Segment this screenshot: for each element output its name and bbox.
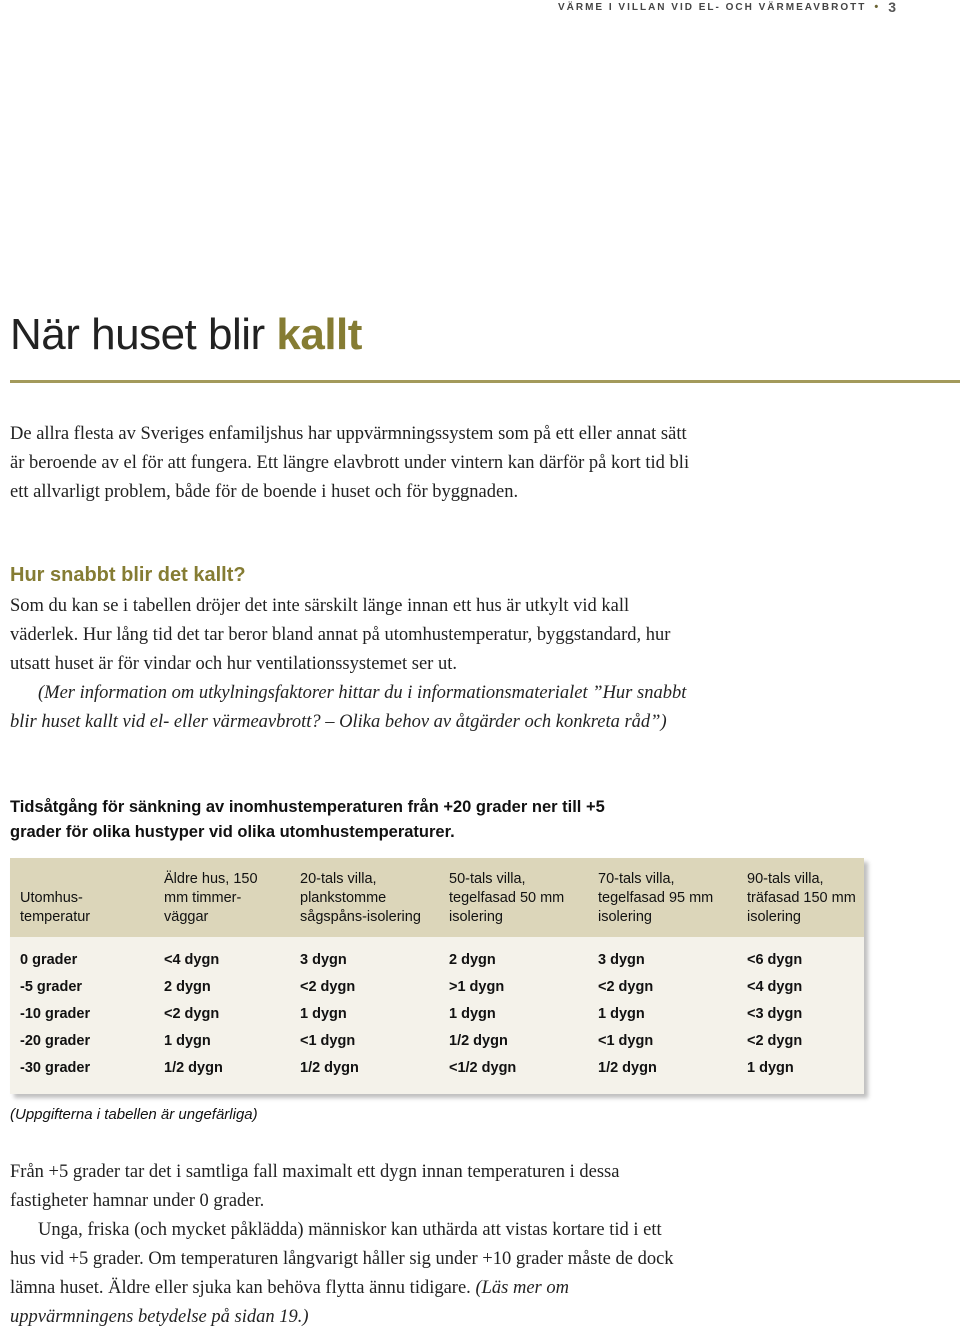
table-cell: <2 dygn [747, 1033, 803, 1049]
table-cell: 1 dygn [300, 1006, 347, 1022]
table-header-row [10, 858, 864, 937]
table-cell: <1 dygn [598, 1033, 654, 1049]
table-header-cell: Äldre hus, 150 mm timmer-väggar [164, 871, 258, 925]
table-cell: 1/2 dygn [300, 1060, 359, 1076]
table-cell: 2 dygn [449, 952, 496, 968]
table-row [10, 1001, 864, 1028]
section-paragraph-2: (Mer information om utkylningsfaktorer hittar du i informationsmaterialet ”Hur snabbt blir huset kallt vid el- eller värmeavbrott? – Olika behov av åtgärder och konkreta råd”) [10, 683, 687, 732]
table-caption: Tidsåtgång för sänkning av inomhustemperaturen från +20 grader ner till +5 grader för olika hustyper vid olika utomhustemperaturer. [10, 798, 605, 841]
section-heading: Hur snabbt blir det kallt? [10, 564, 246, 586]
table-cell: 1 dygn [747, 1060, 794, 1076]
table-cell: <1/2 dygn [449, 1060, 517, 1076]
title-prefix: När huset blir [10, 310, 277, 359]
table-cell: 3 dygn [598, 952, 645, 968]
header-bullet: • [874, 1, 881, 13]
closing-body [10, 1158, 690, 1332]
table-cell: -30 grader [20, 1060, 91, 1076]
table-cell: 0 grader [20, 952, 78, 968]
table-cell: 3 dygn [300, 952, 347, 968]
table-cell: <4 dygn [747, 979, 803, 995]
table-cell: -20 grader [20, 1033, 91, 1049]
table-cell: 1 dygn [598, 1006, 645, 1022]
table-cell: 2 dygn [164, 979, 211, 995]
table-cell: 1 dygn [164, 1033, 211, 1049]
table-cell: <4 dygn [164, 952, 220, 968]
closing-paragraph-2 [10, 1216, 690, 1332]
title-accent: kallt [276, 310, 362, 359]
table-header-cell: 70-tals villa, tegelfasad 95 mm isolering [598, 871, 714, 925]
table-cell: <6 dygn [747, 952, 803, 968]
intro-paragraph: De allra flesta av Sveriges enfamiljshus har uppvärmningssystem som på ett eller annat sätt är beroende av el för att fungera. Ett längre elavbrott under vintern kan därför på kort tid bli ett allvarligt problem, både för de boende i huset och för byggnaden. [10, 424, 690, 502]
table-header-cell: 20-tals villa, plankstomme sågspåns-isolering [300, 871, 421, 925]
closing-paragraph-2-text: Unga, friska (och mycket påklädda) människor kan uthärda att vistas kortare tid i ett hus vid +5 grader. Om temperaturen långvarigt håller sig under +10 grader måste de dock lämna huset. Äldre eller sjuka kan behöva flytta ännu tidigare. [10, 1220, 674, 1298]
section-paragraph-1: Som du kan se i tabellen dröjer det inte särskilt länge innan ett hus är utkylt vid kall väderlek. Hur lång tid det tar beror bland annat på utomhustemperatur, byggstandard, hur utsatt huset är för vindar och hur ventilationssystemet ser ut. [10, 596, 671, 674]
cooling-time-table [10, 858, 864, 1094]
table-cell: <2 dygn [300, 979, 356, 995]
table-cell: >1 dygn [449, 979, 505, 995]
table-row [10, 1055, 864, 1094]
table-cell: <2 dygn [164, 1006, 220, 1022]
table-cell: -5 grader [20, 979, 83, 995]
section-body [10, 592, 690, 737]
running-header [558, 0, 896, 14]
page-title [10, 310, 362, 360]
table-cell: <2 dygn [598, 979, 654, 995]
table-row [10, 1028, 864, 1055]
page-number: 3 [888, 0, 896, 15]
table-cell: <3 dygn [747, 1006, 803, 1022]
data-table [10, 858, 864, 1094]
table-row [10, 974, 864, 1001]
table-cell: 1/2 dygn [598, 1060, 657, 1076]
title-divider [10, 380, 960, 383]
table-cell: -10 grader [20, 1006, 91, 1022]
table-header-cell: Utomhus-temperatur [20, 890, 91, 925]
table-note: (Uppgifterna i tabellen är ungefärliga) [10, 1106, 258, 1123]
closing-paragraph-1: Från +5 grader tar det i samtliga fall maximalt ett dygn innan temperaturen i dessa fastigheter hamnar under 0 grader. [10, 1162, 620, 1211]
table-row [10, 937, 864, 974]
page-reference: (Läs mer om uppvärmningens betydelse på sidan 19.) [10, 1278, 569, 1327]
table-cell: <1 dygn [300, 1033, 356, 1049]
table-cell: 1 dygn [449, 1006, 496, 1022]
table-header-cell: 90-tals villa, träfasad 150 mm isolering [747, 871, 856, 925]
table-header-cell: 50-tals villa, tegelfasad 50 mm isolering [449, 871, 565, 925]
running-title: VÄRME I VILLAN VID EL- OCH VÄRMEAVBROTT [557, 1, 867, 13]
table-cell: 1/2 dygn [449, 1033, 508, 1049]
table-cell: 1/2 dygn [164, 1060, 223, 1076]
